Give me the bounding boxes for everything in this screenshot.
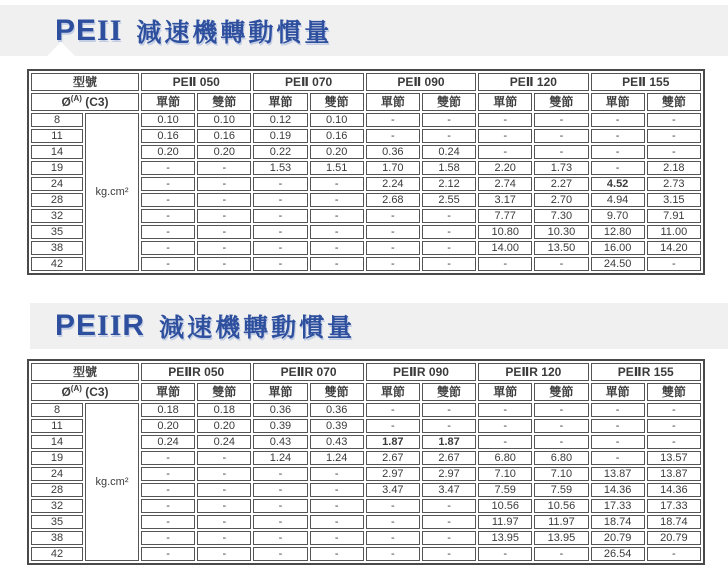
value-cell: 2.68 bbox=[366, 193, 420, 207]
value-cell: 2.97 bbox=[422, 467, 476, 481]
value-cell: - bbox=[310, 241, 364, 255]
value-cell: - bbox=[141, 451, 195, 465]
model-header: PEⅡR 070 bbox=[253, 363, 363, 381]
value-cell: 1.87 bbox=[422, 435, 476, 449]
value-cell: - bbox=[422, 225, 476, 239]
peiir-inertia-table bbox=[27, 359, 705, 565]
brand-prefix: PE bbox=[55, 13, 98, 47]
value-cell: - bbox=[141, 515, 195, 529]
value-cell: 13.87 bbox=[591, 467, 645, 481]
value-cell: 3.17 bbox=[478, 193, 532, 207]
value-cell: - bbox=[253, 547, 307, 561]
value-cell: - bbox=[366, 419, 420, 433]
value-cell: 0.16 bbox=[197, 129, 251, 143]
value-cell: - bbox=[366, 547, 420, 561]
value-cell: 1.51 bbox=[310, 161, 364, 175]
header-row-stages bbox=[31, 93, 701, 111]
header-row-models bbox=[31, 363, 701, 381]
value-cell: 13.87 bbox=[647, 467, 701, 481]
value-cell: - bbox=[478, 145, 532, 159]
double-stage-header: 雙節 bbox=[422, 93, 476, 111]
size-cell: 14 bbox=[31, 435, 83, 449]
value-cell: 4.52 bbox=[591, 177, 645, 191]
value-cell: - bbox=[253, 515, 307, 529]
value-cell: 2.12 bbox=[422, 177, 476, 191]
value-cell: 20.79 bbox=[591, 531, 645, 545]
brand-numeral: II bbox=[97, 309, 123, 342]
value-cell: 6.80 bbox=[478, 451, 532, 465]
model-header: PEⅡ 155 bbox=[591, 73, 701, 91]
value-cell: - bbox=[478, 547, 532, 561]
value-cell: - bbox=[478, 257, 532, 271]
value-cell: - bbox=[366, 209, 420, 223]
value-cell: 1.24 bbox=[253, 451, 307, 465]
section-banner-peiir bbox=[30, 303, 728, 349]
table-header bbox=[31, 73, 701, 111]
value-cell: 0.24 bbox=[141, 435, 195, 449]
size-cell: 28 bbox=[31, 193, 83, 207]
value-cell: 14.20 bbox=[647, 241, 701, 255]
value-cell: 11.97 bbox=[534, 515, 588, 529]
value-cell: 1.24 bbox=[310, 451, 364, 465]
section-title-text: 減速機轉動慣量 bbox=[159, 314, 356, 342]
value-cell: - bbox=[366, 257, 420, 271]
value-cell: - bbox=[141, 225, 195, 239]
value-cell: - bbox=[310, 467, 364, 481]
value-cell: - bbox=[141, 193, 195, 207]
value-cell: 24.50 bbox=[591, 257, 645, 271]
model-header: PEⅡR 120 bbox=[478, 363, 588, 381]
single-stage-header: 單節 bbox=[366, 93, 420, 111]
value-cell: 18.74 bbox=[647, 515, 701, 529]
value-cell: - bbox=[422, 113, 476, 127]
value-cell: - bbox=[366, 113, 420, 127]
single-stage-header: 單節 bbox=[141, 93, 195, 111]
brand-prefix: PE bbox=[55, 309, 98, 342]
size-cell: 32 bbox=[31, 499, 83, 513]
value-cell: 9.70 bbox=[591, 209, 645, 223]
value-cell: - bbox=[591, 161, 645, 175]
value-cell: 10.56 bbox=[534, 499, 588, 513]
value-cell: 2.18 bbox=[647, 161, 701, 175]
size-cell: 24 bbox=[31, 467, 83, 481]
value-cell: 0.39 bbox=[253, 419, 307, 433]
value-cell: 0.36 bbox=[253, 403, 307, 417]
value-cell: - bbox=[253, 467, 307, 481]
value-cell: - bbox=[197, 209, 251, 223]
value-cell: 0.43 bbox=[310, 435, 364, 449]
value-cell: - bbox=[141, 209, 195, 223]
value-cell: - bbox=[253, 209, 307, 223]
value-cell: - bbox=[422, 257, 476, 271]
single-stage-header: 單節 bbox=[366, 383, 420, 401]
value-cell: 0.20 bbox=[197, 419, 251, 433]
value-cell: - bbox=[647, 113, 701, 127]
value-cell: 2.20 bbox=[478, 161, 532, 175]
header-row-models bbox=[31, 73, 701, 91]
value-cell: 14.36 bbox=[591, 483, 645, 497]
value-cell: - bbox=[478, 113, 532, 127]
value-cell: - bbox=[310, 515, 364, 529]
value-cell: - bbox=[647, 129, 701, 143]
value-cell: 2.67 bbox=[422, 451, 476, 465]
value-cell: 2.55 bbox=[422, 193, 476, 207]
value-cell: - bbox=[422, 241, 476, 255]
value-cell: - bbox=[422, 515, 476, 529]
banner-notch-triangle bbox=[47, 42, 75, 56]
value-cell: 2.97 bbox=[366, 467, 420, 481]
value-cell: - bbox=[422, 129, 476, 143]
size-cell: 42 bbox=[31, 547, 83, 561]
value-cell: 13.95 bbox=[478, 531, 532, 545]
value-cell: 0.10 bbox=[197, 113, 251, 127]
single-stage-header: 單節 bbox=[591, 93, 645, 111]
value-cell: - bbox=[253, 177, 307, 191]
value-cell: 0.20 bbox=[141, 419, 195, 433]
size-cell: 24 bbox=[31, 177, 83, 191]
value-cell: - bbox=[534, 403, 588, 417]
value-cell: - bbox=[534, 145, 588, 159]
single-stage-header: 單節 bbox=[478, 93, 532, 111]
size-cell: 38 bbox=[31, 241, 83, 255]
size-cell: 8 bbox=[31, 403, 83, 417]
value-cell: - bbox=[534, 419, 588, 433]
value-cell: - bbox=[310, 177, 364, 191]
section-title-peii bbox=[55, 5, 332, 56]
value-cell: - bbox=[310, 257, 364, 271]
value-cell: - bbox=[310, 531, 364, 545]
model-header: PEⅡR 090 bbox=[366, 363, 476, 381]
value-cell: - bbox=[141, 531, 195, 545]
single-stage-header: 單節 bbox=[591, 383, 645, 401]
value-cell: 0.20 bbox=[197, 145, 251, 159]
value-cell: 11.00 bbox=[647, 225, 701, 239]
value-cell: - bbox=[197, 467, 251, 481]
value-cell: - bbox=[647, 435, 701, 449]
double-stage-header: 雙節 bbox=[197, 93, 251, 111]
value-cell: - bbox=[141, 547, 195, 561]
value-cell: 13.57 bbox=[647, 451, 701, 465]
value-cell: 3.47 bbox=[366, 483, 420, 497]
size-cell: 11 bbox=[31, 129, 83, 143]
table-row bbox=[31, 113, 701, 127]
value-cell: - bbox=[591, 145, 645, 159]
peii-inertia-table bbox=[27, 69, 705, 275]
value-cell: 0.20 bbox=[141, 145, 195, 159]
value-cell: 0.24 bbox=[197, 435, 251, 449]
bore-suffix: (C3) bbox=[81, 385, 109, 399]
value-cell: 0.22 bbox=[253, 145, 307, 159]
section-banner-peii bbox=[0, 5, 728, 56]
value-cell: 0.10 bbox=[141, 113, 195, 127]
value-cell: 7.10 bbox=[534, 467, 588, 481]
value-cell: 2.74 bbox=[478, 177, 532, 191]
value-cell: - bbox=[197, 515, 251, 529]
size-cell: 8 bbox=[31, 113, 83, 127]
shaft-bore-header bbox=[31, 93, 139, 111]
value-cell: 2.70 bbox=[534, 193, 588, 207]
value-cell: - bbox=[197, 177, 251, 191]
value-cell: - bbox=[197, 547, 251, 561]
model-label-header: 型號 bbox=[31, 73, 139, 91]
value-cell: 17.33 bbox=[591, 499, 645, 513]
value-cell: 2.27 bbox=[534, 177, 588, 191]
value-cell: 1.70 bbox=[366, 161, 420, 175]
double-stage-header: 雙節 bbox=[647, 93, 701, 111]
value-cell: - bbox=[534, 113, 588, 127]
table-body bbox=[31, 113, 701, 271]
value-cell: - bbox=[366, 499, 420, 513]
value-cell: - bbox=[197, 257, 251, 271]
double-stage-header: 雙節 bbox=[310, 93, 364, 111]
value-cell: - bbox=[534, 257, 588, 271]
model-header: PEⅡ 070 bbox=[253, 73, 363, 91]
value-cell: - bbox=[197, 241, 251, 255]
value-cell: - bbox=[310, 193, 364, 207]
size-cell: 14 bbox=[31, 145, 83, 159]
value-cell: - bbox=[478, 403, 532, 417]
brand-numeral: II bbox=[97, 13, 123, 47]
value-cell: - bbox=[647, 257, 701, 271]
value-cell: 0.12 bbox=[253, 113, 307, 127]
value-cell: - bbox=[310, 209, 364, 223]
value-cell: 7.59 bbox=[534, 483, 588, 497]
value-cell: - bbox=[591, 129, 645, 143]
value-cell: 20.79 bbox=[647, 531, 701, 545]
value-cell: 0.20 bbox=[310, 145, 364, 159]
value-cell: - bbox=[310, 225, 364, 239]
value-cell: - bbox=[647, 419, 701, 433]
value-cell: 0.36 bbox=[310, 403, 364, 417]
value-cell: - bbox=[253, 257, 307, 271]
double-stage-header: 雙節 bbox=[647, 383, 701, 401]
size-cell: 28 bbox=[31, 483, 83, 497]
brand-name bbox=[55, 309, 145, 343]
value-cell: - bbox=[478, 435, 532, 449]
value-cell: 17.33 bbox=[647, 499, 701, 513]
value-cell: - bbox=[422, 403, 476, 417]
value-cell: 0.18 bbox=[141, 403, 195, 417]
value-cell: 0.24 bbox=[422, 145, 476, 159]
value-cell: 6.80 bbox=[534, 451, 588, 465]
value-cell: 0.43 bbox=[253, 435, 307, 449]
model-header: PEⅡ 120 bbox=[478, 73, 588, 91]
value-cell: 1.58 bbox=[422, 161, 476, 175]
value-cell: - bbox=[366, 225, 420, 239]
value-cell: 2.24 bbox=[366, 177, 420, 191]
value-cell: - bbox=[366, 531, 420, 545]
size-cell: 19 bbox=[31, 161, 83, 175]
value-cell: - bbox=[253, 483, 307, 497]
value-cell: - bbox=[310, 499, 364, 513]
value-cell: - bbox=[422, 531, 476, 545]
value-cell: - bbox=[310, 483, 364, 497]
value-cell: 2.67 bbox=[366, 451, 420, 465]
table-row bbox=[31, 403, 701, 417]
value-cell: 0.39 bbox=[310, 419, 364, 433]
value-cell: - bbox=[197, 225, 251, 239]
value-cell: - bbox=[366, 241, 420, 255]
size-cell: 42 bbox=[31, 257, 83, 271]
value-cell: 7.30 bbox=[534, 209, 588, 223]
double-stage-header: 雙節 bbox=[534, 93, 588, 111]
unit-cell: kg.cm² bbox=[85, 403, 139, 561]
value-cell: - bbox=[197, 483, 251, 497]
value-cell: - bbox=[647, 547, 701, 561]
value-cell: - bbox=[366, 129, 420, 143]
value-cell: 10.56 bbox=[478, 499, 532, 513]
value-cell: 7.59 bbox=[478, 483, 532, 497]
bore-prefix: Ø bbox=[61, 95, 71, 109]
value-cell: 14.00 bbox=[478, 241, 532, 255]
single-stage-header: 單節 bbox=[253, 93, 307, 111]
value-cell: 0.16 bbox=[141, 129, 195, 143]
size-cell: 38 bbox=[31, 531, 83, 545]
value-cell: 7.77 bbox=[478, 209, 532, 223]
value-cell: - bbox=[253, 531, 307, 545]
value-cell: - bbox=[253, 499, 307, 513]
value-cell: 7.10 bbox=[478, 467, 532, 481]
value-cell: 0.18 bbox=[197, 403, 251, 417]
bore-superscript: (A) bbox=[70, 94, 82, 103]
value-cell: 3.47 bbox=[422, 483, 476, 497]
double-stage-header: 雙節 bbox=[422, 383, 476, 401]
value-cell: 1.53 bbox=[253, 161, 307, 175]
model-header: PEⅡ 090 bbox=[366, 73, 476, 91]
shaft-bore-header bbox=[31, 383, 139, 401]
section-title-text: 減速機轉動慣量 bbox=[136, 18, 333, 47]
value-cell: 0.19 bbox=[253, 129, 307, 143]
value-cell: 0.36 bbox=[366, 145, 420, 159]
table-body bbox=[31, 403, 701, 561]
value-cell: 3.15 bbox=[647, 193, 701, 207]
value-cell: - bbox=[422, 547, 476, 561]
value-cell: - bbox=[253, 225, 307, 239]
value-cell: - bbox=[591, 451, 645, 465]
value-cell: 10.80 bbox=[478, 225, 532, 239]
value-cell: 1.87 bbox=[366, 435, 420, 449]
size-cell: 19 bbox=[31, 451, 83, 465]
value-cell: - bbox=[310, 547, 364, 561]
section-title-peiir bbox=[55, 303, 355, 349]
value-cell: 12.80 bbox=[591, 225, 645, 239]
value-cell: - bbox=[366, 515, 420, 529]
size-cell: 11 bbox=[31, 419, 83, 433]
value-cell: - bbox=[197, 193, 251, 207]
value-cell: 4.94 bbox=[591, 193, 645, 207]
value-cell: 0.16 bbox=[310, 129, 364, 143]
value-cell: - bbox=[366, 403, 420, 417]
value-cell: - bbox=[253, 193, 307, 207]
model-header: PEⅡR 155 bbox=[591, 363, 701, 381]
table-header bbox=[31, 363, 701, 401]
size-cell: 35 bbox=[31, 515, 83, 529]
value-cell: - bbox=[141, 499, 195, 513]
size-cell: 32 bbox=[31, 209, 83, 223]
value-cell: - bbox=[534, 547, 588, 561]
bore-suffix: (C3) bbox=[81, 95, 109, 109]
value-cell: - bbox=[197, 451, 251, 465]
value-cell: 14.36 bbox=[647, 483, 701, 497]
value-cell: - bbox=[141, 467, 195, 481]
single-stage-header: 單節 bbox=[253, 383, 307, 401]
value-cell: - bbox=[647, 145, 701, 159]
value-cell: 7.91 bbox=[647, 209, 701, 223]
model-header: PEⅡ 050 bbox=[141, 73, 251, 91]
value-cell: - bbox=[591, 403, 645, 417]
brand-suffix: R bbox=[122, 309, 146, 342]
double-stage-header: 雙節 bbox=[310, 383, 364, 401]
value-cell: 18.74 bbox=[591, 515, 645, 529]
value-cell: - bbox=[591, 113, 645, 127]
value-cell: 0.10 bbox=[310, 113, 364, 127]
bore-superscript: (A) bbox=[70, 384, 82, 393]
value-cell: 26.54 bbox=[591, 547, 645, 561]
value-cell: 16.00 bbox=[591, 241, 645, 255]
value-cell: - bbox=[197, 499, 251, 513]
bore-prefix: Ø bbox=[61, 385, 71, 399]
value-cell: - bbox=[422, 209, 476, 223]
value-cell: - bbox=[422, 499, 476, 513]
double-stage-header: 雙節 bbox=[534, 383, 588, 401]
value-cell: 11.97 bbox=[478, 515, 532, 529]
value-cell: - bbox=[647, 403, 701, 417]
model-header: PEⅡR 050 bbox=[141, 363, 251, 381]
model-label-header: 型號 bbox=[31, 363, 139, 381]
value-cell: 1.73 bbox=[534, 161, 588, 175]
value-cell: - bbox=[478, 129, 532, 143]
value-cell: - bbox=[422, 419, 476, 433]
single-stage-header: 單節 bbox=[478, 383, 532, 401]
value-cell: - bbox=[141, 177, 195, 191]
value-cell: - bbox=[253, 241, 307, 255]
double-stage-header: 雙節 bbox=[197, 383, 251, 401]
value-cell: - bbox=[591, 435, 645, 449]
value-cell: - bbox=[141, 257, 195, 271]
value-cell: 13.95 bbox=[534, 531, 588, 545]
value-cell: - bbox=[591, 419, 645, 433]
value-cell: - bbox=[197, 161, 251, 175]
header-row-stages bbox=[31, 383, 701, 401]
value-cell: 13.50 bbox=[534, 241, 588, 255]
value-cell: - bbox=[197, 531, 251, 545]
value-cell: - bbox=[141, 241, 195, 255]
value-cell: - bbox=[478, 419, 532, 433]
value-cell: 2.73 bbox=[647, 177, 701, 191]
value-cell: - bbox=[141, 161, 195, 175]
unit-cell: kg.cm² bbox=[85, 113, 139, 271]
value-cell: - bbox=[534, 435, 588, 449]
value-cell: - bbox=[141, 483, 195, 497]
value-cell: 10.30 bbox=[534, 225, 588, 239]
size-cell: 35 bbox=[31, 225, 83, 239]
value-cell: - bbox=[534, 129, 588, 143]
single-stage-header: 單節 bbox=[141, 383, 195, 401]
